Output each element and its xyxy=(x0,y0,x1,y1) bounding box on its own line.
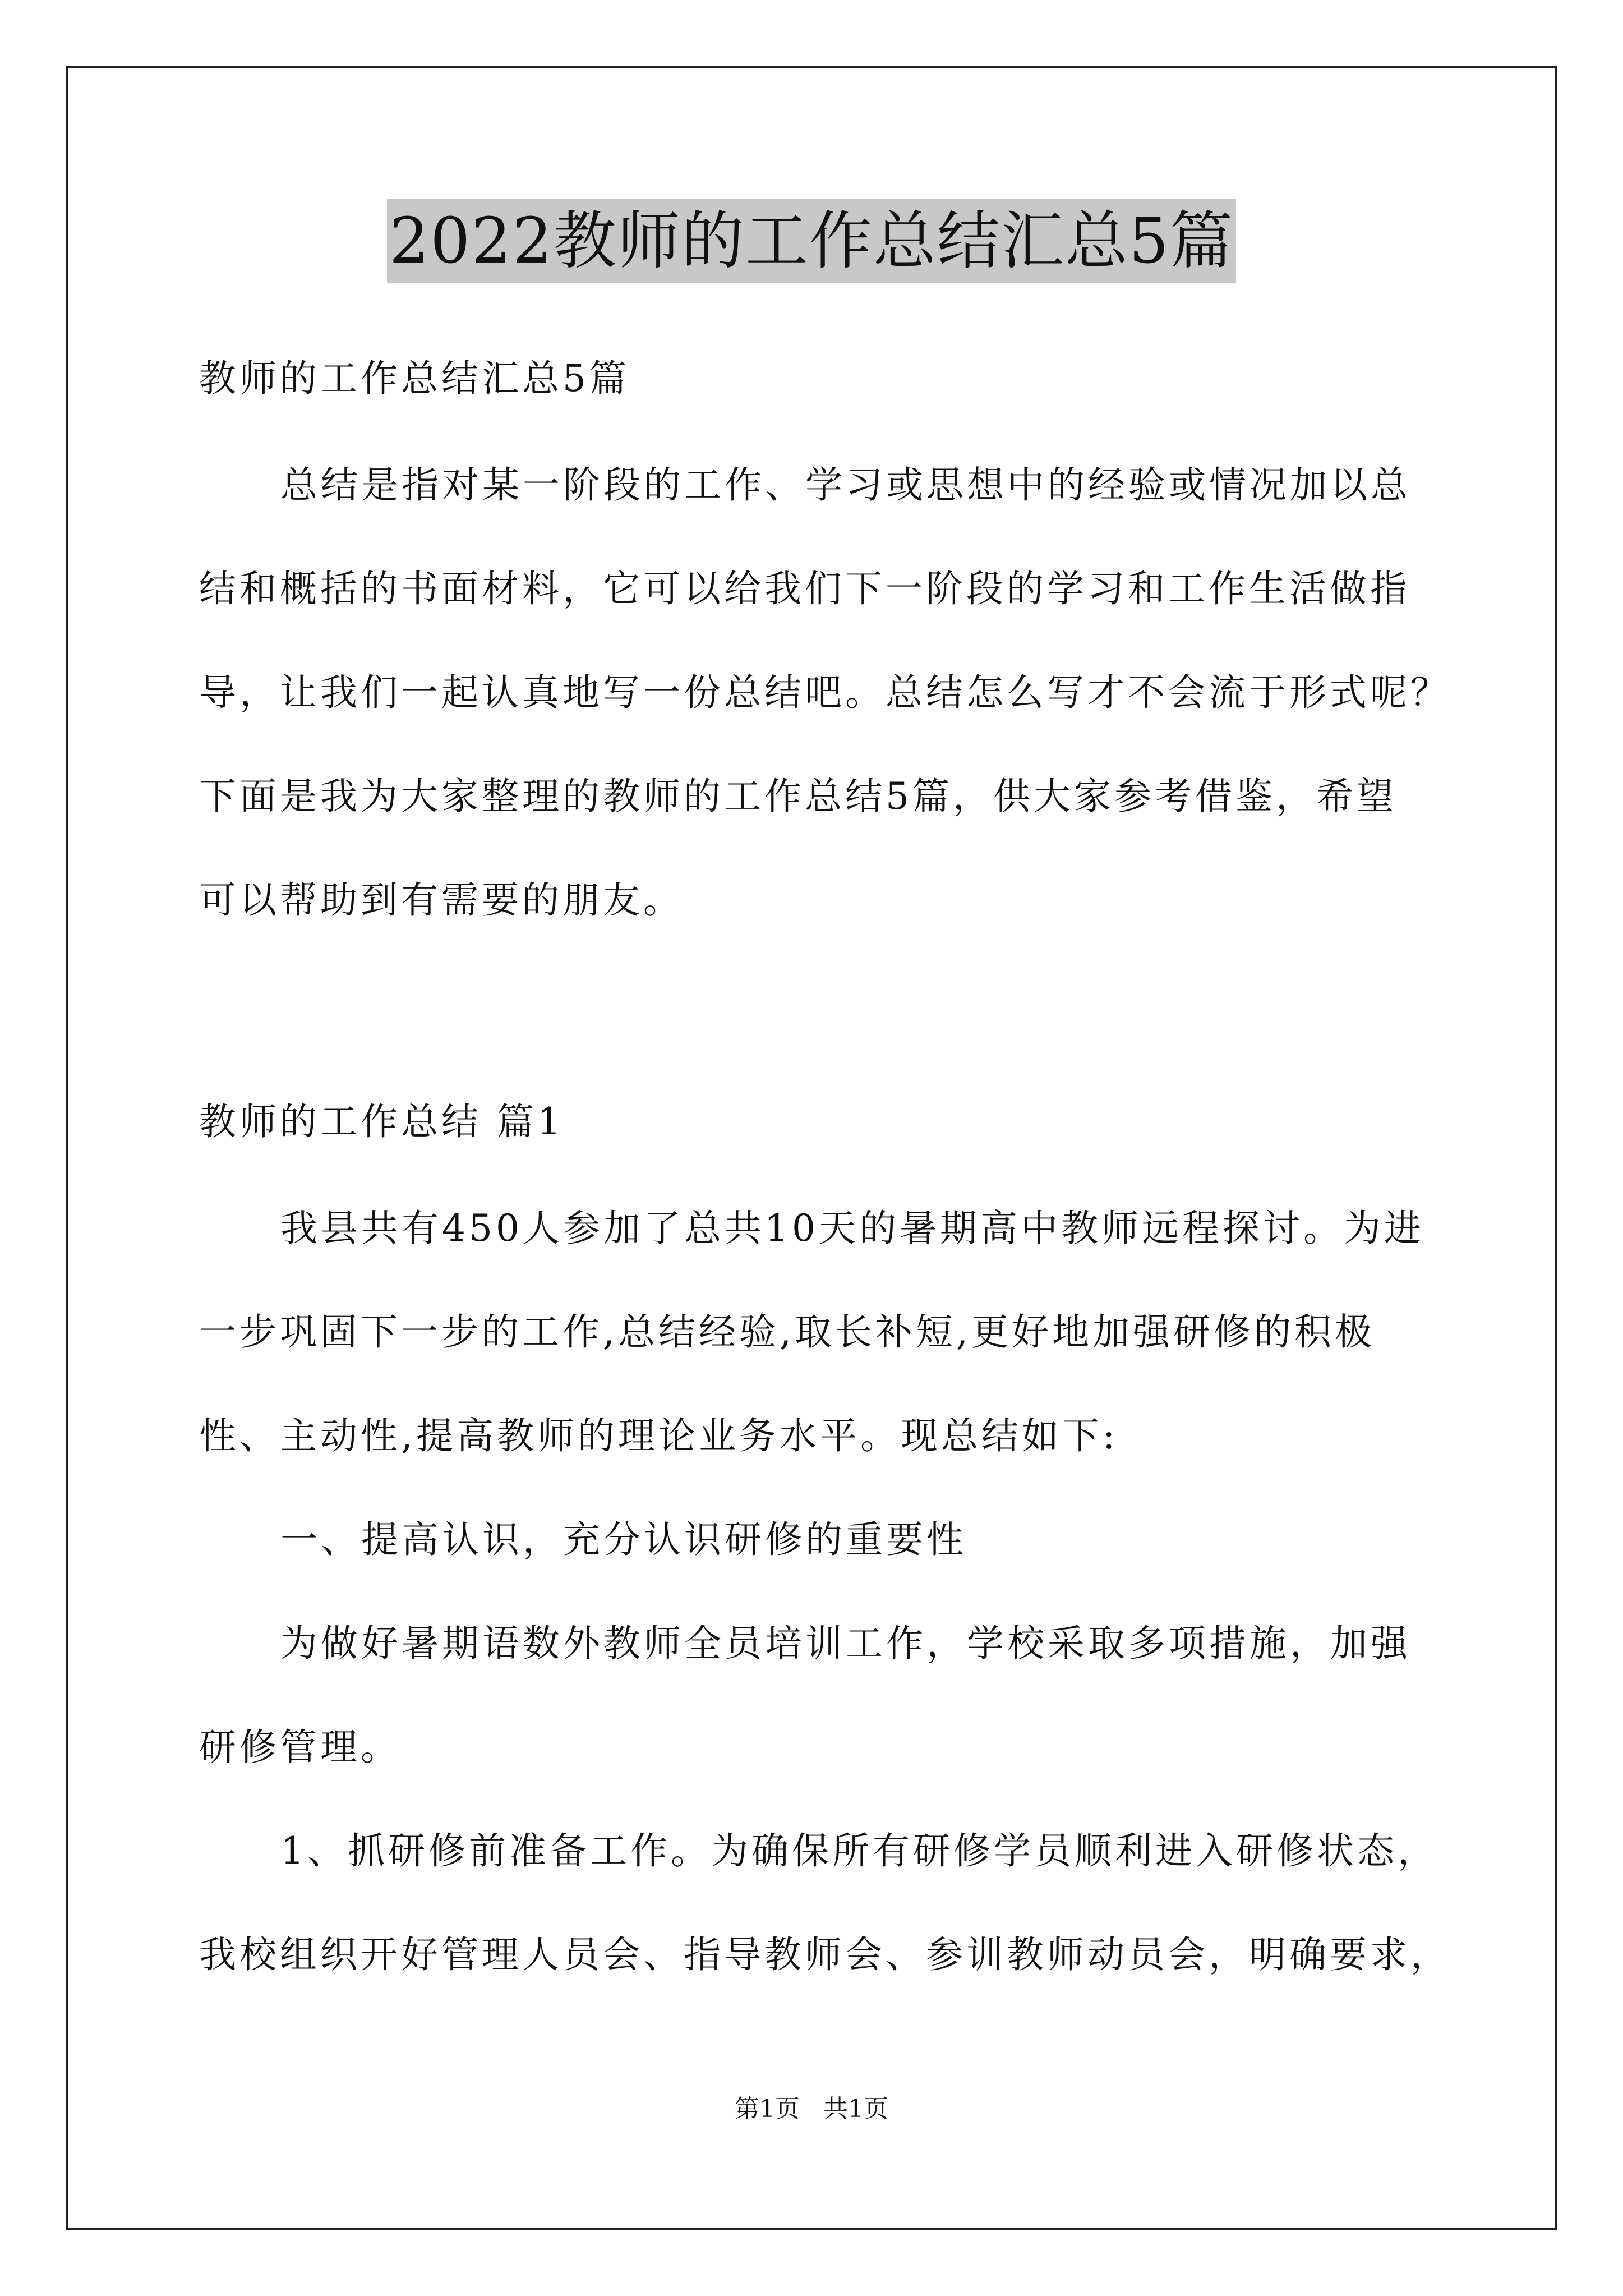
section-heading: 教师的工作总结 篇1 xyxy=(199,1100,564,1143)
section-line: 我县共有450人参加了总共10天的暑期高中教师远程探讨。为进 xyxy=(280,1207,1424,1250)
page-number: 第1页 xyxy=(735,2095,800,2123)
document-subtitle: 教师的工作总结汇总5篇 xyxy=(199,357,630,400)
intro-line: 结和概括的书面材料，它可以给我们下一阶段的学习和工作生活做指 xyxy=(199,567,1410,610)
section-line: 为做好暑期语数外教师全员培训工作，学校采取多项措施，加强 xyxy=(280,1622,1411,1665)
intro-line: 可以帮助到有需要的朋友。 xyxy=(199,878,684,922)
title-container xyxy=(0,199,1623,283)
section-line: 研修管理。 xyxy=(199,1726,401,1769)
document-title: 2022教师的工作总结汇总5篇 xyxy=(387,199,1236,283)
intro-line: 下面是我为大家整理的教师的工作总结5篇，供大家参考借鉴，希望 xyxy=(199,775,1397,818)
page-footer xyxy=(0,2092,1623,2126)
section-line: 1、抓研修前准备工作。为确保所有研修学员顺利进入研修状态， xyxy=(280,1829,1438,1872)
section-line: 我校组织开好管理人员会、指导教师会、参训教师动员会，明确要求， xyxy=(199,1933,1451,1976)
page-total: 共1页 xyxy=(823,2095,888,2123)
intro-line: 总结是指对某一阶段的工作、学习或思想中的经验或情况加以总 xyxy=(280,463,1411,507)
section-line: 一步巩固下一步的工作,总结经验,取长补短,更好地加强研修的积极 xyxy=(199,1310,1375,1354)
intro-line: 导，让我们一起认真地写一份总结吧。总结怎么写才不会流于形式呢？ xyxy=(199,671,1451,714)
section-subheading: 一、提高认识，充分认识研修的重要性 xyxy=(280,1518,967,1561)
section-line: 性、主动性,提高教师的理论业务水平。现总结如下: xyxy=(199,1414,1119,1457)
